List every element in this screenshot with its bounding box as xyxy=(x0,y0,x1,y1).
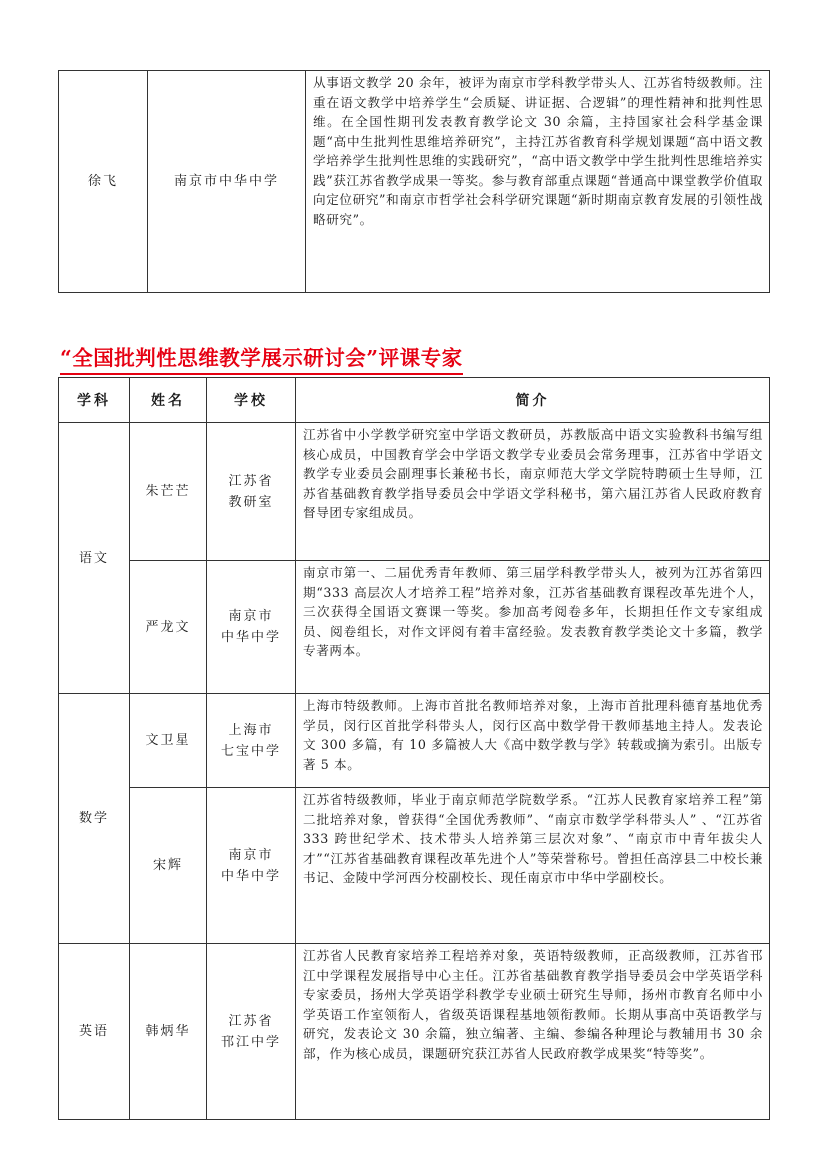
expert-bio: 江苏省人民教育家培养工程培养对象，英语特级教师，正高级教师，江苏省邗江中学课程发展指导中心主任。江苏省基础教育教学指导委员会中学英语学科专家委员，扬州大学英语学科教学专业硕士研究生导师，扬州市教育名师中小学英语工作室领衔人，省级英语课程基地领衔教师。长期从事高中英语教学与研究，发表论文 30 余篇，独立编著、主编、参编各种理论与教辅用书 30 余部，作为核心成员，课题研究获江苏省人民政府教学成果奖“特等奖”。 xyxy=(296,944,770,1120)
expert-school xyxy=(207,423,296,561)
expert-bio: 从事语文教学 20 余年，被评为南京市学科教学带头人、江苏省特级教师。注重在语文教学中培养学生“会质疑、讲证据、合逻辑”的理性精神和批判性思维。在全国性期刊发表教育教学论文 30 余篇，主持国家社会科学基金课题“高中生批判性思维培养研究”，主持江苏省教育科学规划课题“高中语文教学培养学生批判性思维的实践研究”，“高中语文教学中学生批判性思维培养实践”获江苏省教学成果一等奖。参与教育部重点课题“普通高中课堂教学价值取向定位研究”和南京市哲学社会科学研究课题“新时期南京教育发展的引领性战略研究”。 xyxy=(306,71,770,293)
expert-school xyxy=(207,788,296,944)
expert-name: 韩炳华 xyxy=(130,944,207,1120)
section-title: “全国批判性思维教学展示研讨会”评课专家 xyxy=(60,344,463,375)
continued-expert-table xyxy=(58,70,770,293)
subject-cell: 英语 xyxy=(59,944,130,1120)
table-row xyxy=(59,788,770,944)
expert-school: 南京市中华中学 xyxy=(148,71,306,293)
expert-name: 徐飞 xyxy=(59,71,148,293)
expert-bio: 南京市第一、二届优秀青年教师、第三届学科教学带头人，被列为江苏省第四期“333 高层次人才培养工程”培养对象，江苏省基础教育课程改革先进个人，三次获得全国语文赛课一等奖。参加高考阅卷多年，长期担任作文专家组成员、阅卷组长，对作文评阅有着丰富经验。发表教育教学类论文十多篇，教学专著两本。 xyxy=(296,561,770,694)
expert-name: 文卫星 xyxy=(130,694,207,788)
school-line: 南京市 xyxy=(228,609,274,624)
expert-school xyxy=(207,561,296,694)
expert-name: 朱芒芒 xyxy=(130,423,207,561)
school-line: 江苏省 xyxy=(228,473,274,489)
table-header-row xyxy=(59,378,770,423)
expert-bio: 江苏省中小学教学研究室中学语文教研员，苏教版高中语文实验教科书编写组核心成员，中国教育学会中学语文教学专业委员会常务理事，江苏省中学语文教学专业委员会副理事长兼秘书长，南京师范大学文学院特聘硕士生导师，江苏省基础教育教学指导委员会中学语文学科秘书，第六届江苏省人民政府教育督导团专家组成员。 xyxy=(296,423,770,561)
school-line: 中华中学 xyxy=(220,868,281,884)
table-row xyxy=(59,944,770,1120)
expert-bio: 上海市特级教师。上海市首批名教师培养对象，上海市首批理科德育基地优秀学员，闵行区首批学科带头人，闵行区高中数学骨干教师基地主持人。发表论文 300 多篇，有 10 多篇被人大《高中数学教与学》转载或摘为索引。出版专著 5 本。 xyxy=(296,694,770,788)
table-row xyxy=(59,694,770,788)
header-school: 学校 xyxy=(207,378,296,423)
expert-name: 宋辉 xyxy=(130,788,207,944)
subject-cell: 语文 xyxy=(59,423,130,694)
review-experts-table xyxy=(58,377,770,1120)
subject-cell: 数学 xyxy=(59,694,130,944)
school-line: 中华中学 xyxy=(220,630,281,645)
school-line: 邗江中学 xyxy=(220,1034,281,1050)
expert-school xyxy=(207,694,296,788)
school-line: 江苏省 xyxy=(228,1013,274,1029)
school-line: 七宝中学 xyxy=(220,743,281,759)
expert-name: 严龙文 xyxy=(130,561,207,694)
table-row xyxy=(59,71,770,293)
header-intro: 简介 xyxy=(296,378,770,423)
expert-bio: 江苏省特级教师，毕业于南京师范学院数学系。“江苏人民教育家培养工程”第二批培养对象，曾获得“全国优秀教师”、“南京市数学学科带头人” 、“江苏省 333 跨世纪学术、技术带头人培养第三层次对象”、“南京市中青年拔尖人才”“江苏省基础教育课程改革先进个人”等荣誉称号。曾担任高淳县二中校长兼书记、金陵中学河西分校副校长、现任南京市中华中学副校长。 xyxy=(296,788,770,944)
school-line: 教研室 xyxy=(228,494,274,510)
table-row xyxy=(59,561,770,694)
header-subject: 学科 xyxy=(59,378,130,423)
header-name: 姓名 xyxy=(130,378,207,423)
expert-school xyxy=(207,944,296,1120)
school-line: 上海市 xyxy=(228,722,274,738)
table-row xyxy=(59,423,770,561)
school-line: 南京市 xyxy=(228,847,274,863)
